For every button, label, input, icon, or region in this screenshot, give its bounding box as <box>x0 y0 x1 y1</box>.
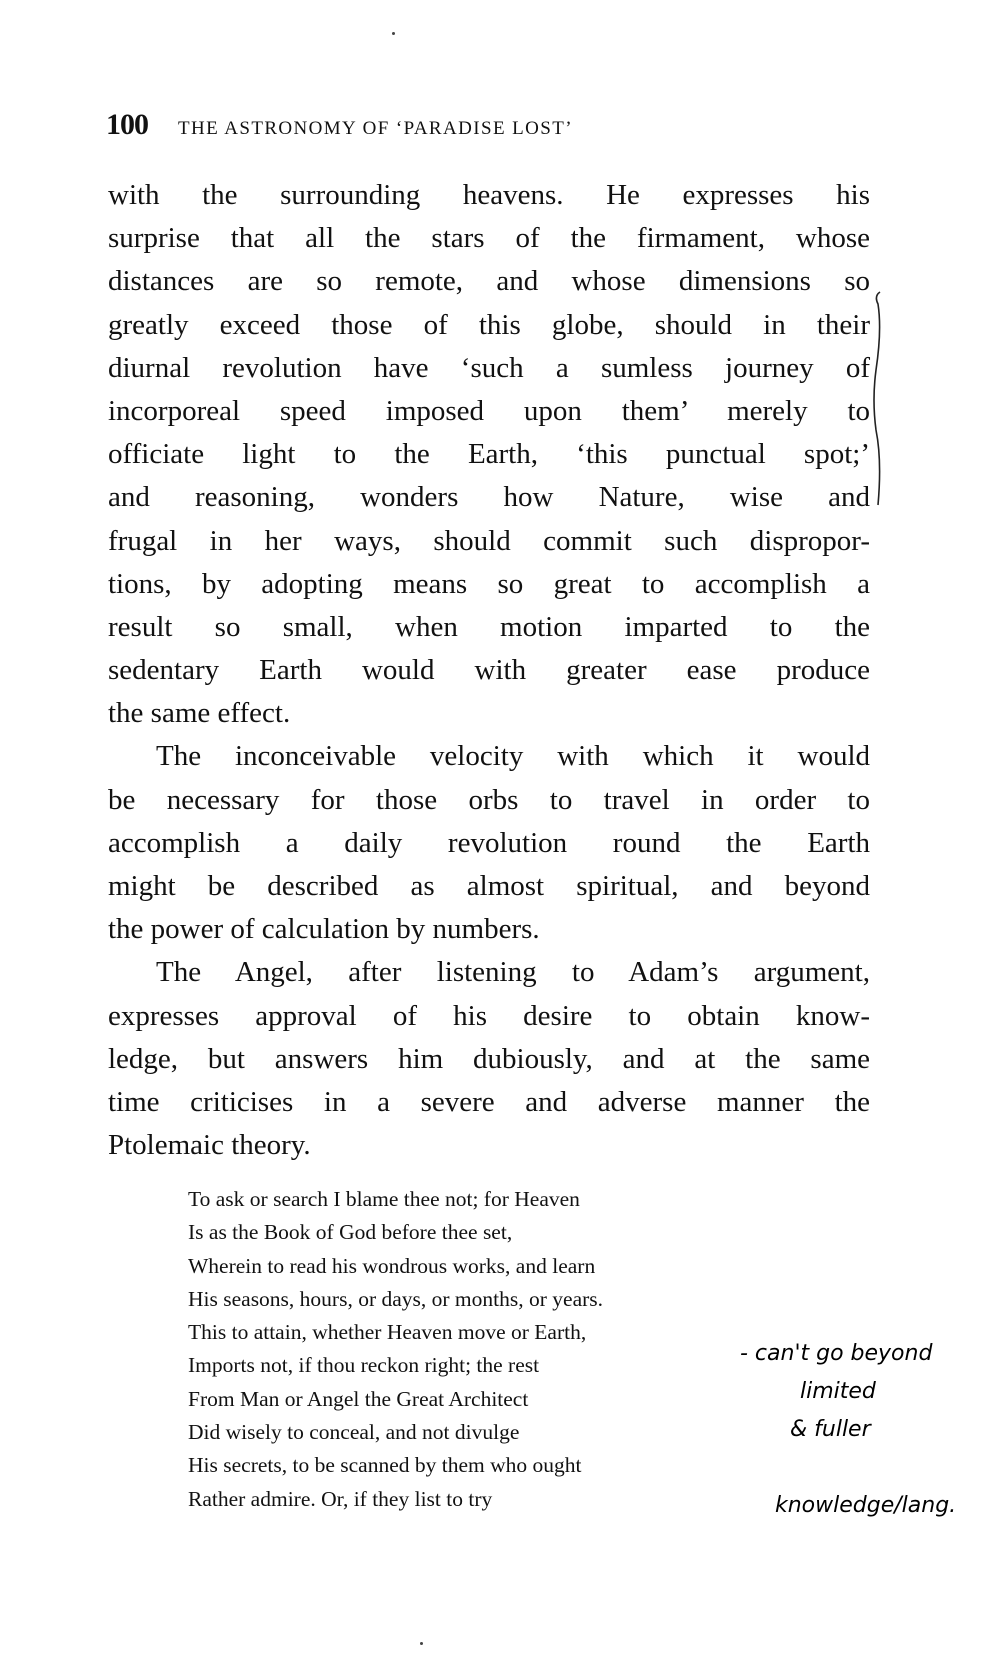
body-text <box>108 174 870 1167</box>
text-line: greatly exceed those of this globe, should in their <box>108 308 870 341</box>
text-line: expresses approval of his desire to obtain know- <box>108 999 870 1032</box>
text-line: time criticises in a severe and adverse manner the <box>108 1085 870 1118</box>
text-line: The inconceivable velocity with which it would <box>156 740 870 773</box>
text-line: result so small, when motion imparted to the <box>108 610 870 643</box>
handwritten-line: & fuller <box>790 1417 871 1442</box>
verse-line: This to attain, whether Heaven move or Earth, <box>188 1320 587 1345</box>
text-line: ledge, but answers him dubiously, and at the same <box>108 1042 870 1075</box>
text-line: Ptolemaic theory. <box>108 1129 311 1162</box>
text-line: be necessary for those orbs to travel in order to <box>108 783 870 816</box>
scan-speck <box>392 32 395 35</box>
running-header <box>106 108 573 142</box>
text-line: surprise that all the stars of the firmament, whose <box>108 222 870 255</box>
verse-line: From Man or Angel the Great Architect <box>188 1386 529 1411</box>
text-line: tions, by adopting means so great to accomplish a <box>108 567 870 600</box>
text-line: distances are so remote, and whose dimensions so <box>108 265 870 298</box>
text-line: The Angel, after listening to Adam’s argument, <box>156 956 870 989</box>
text-line: sedentary Earth would with greater ease produce <box>108 654 870 687</box>
verse-line: His secrets, to be scanned by them who ought <box>188 1453 582 1478</box>
running-title: THE ASTRONOMY OF ‘PARADISE LOST’ <box>178 118 573 139</box>
handwritten-line: knowledge/lang. <box>775 1493 957 1518</box>
text-line: and reasoning, wonders how Nature, wise and <box>108 481 870 514</box>
text-line: accomplish a daily revolution round the Earth <box>108 826 870 859</box>
text-line: the power of calculation by numbers. <box>108 913 540 946</box>
text-line: frugal in her ways, should commit such dispropor- <box>108 524 870 557</box>
verse-line: To ask or search I blame thee not; for Heaven <box>188 1187 580 1211</box>
verse-line: Is as the Book of God before thee set, <box>188 1220 513 1245</box>
handwritten-line: - can't go beyond <box>740 1341 933 1366</box>
scan-speck <box>420 1642 423 1645</box>
verse-line: His seasons, hours, or days, or months, or years. <box>188 1286 604 1311</box>
text-line: with the surrounding heavens. He expresses his <box>108 179 870 211</box>
text-line: diurnal revolution have ‘such a sumless journey of <box>108 351 870 384</box>
margin-bracket-mark <box>870 290 894 510</box>
verse-line: Rather admire. Or, if they list to try <box>188 1486 493 1511</box>
handwritten-line: limited <box>800 1379 876 1404</box>
text-line: the same effect. <box>108 697 291 730</box>
verse-line: Imports not, if thou reckon right; the rest <box>188 1353 540 1378</box>
text-line: might be described as almost spiritual, and beyond <box>108 870 870 902</box>
text-line: incorporeal speed imposed upon them’ merely to <box>108 394 870 427</box>
page-number: 100 <box>106 108 148 141</box>
text-line: officiate light to the Earth, ‘this punctual spot;’ <box>108 438 870 471</box>
verse-quotation <box>188 1183 603 1516</box>
verse-line: Did wisely to conceal, and not divulge <box>188 1420 520 1445</box>
verse-line: Wherein to read his wondrous works, and learn <box>188 1253 596 1278</box>
